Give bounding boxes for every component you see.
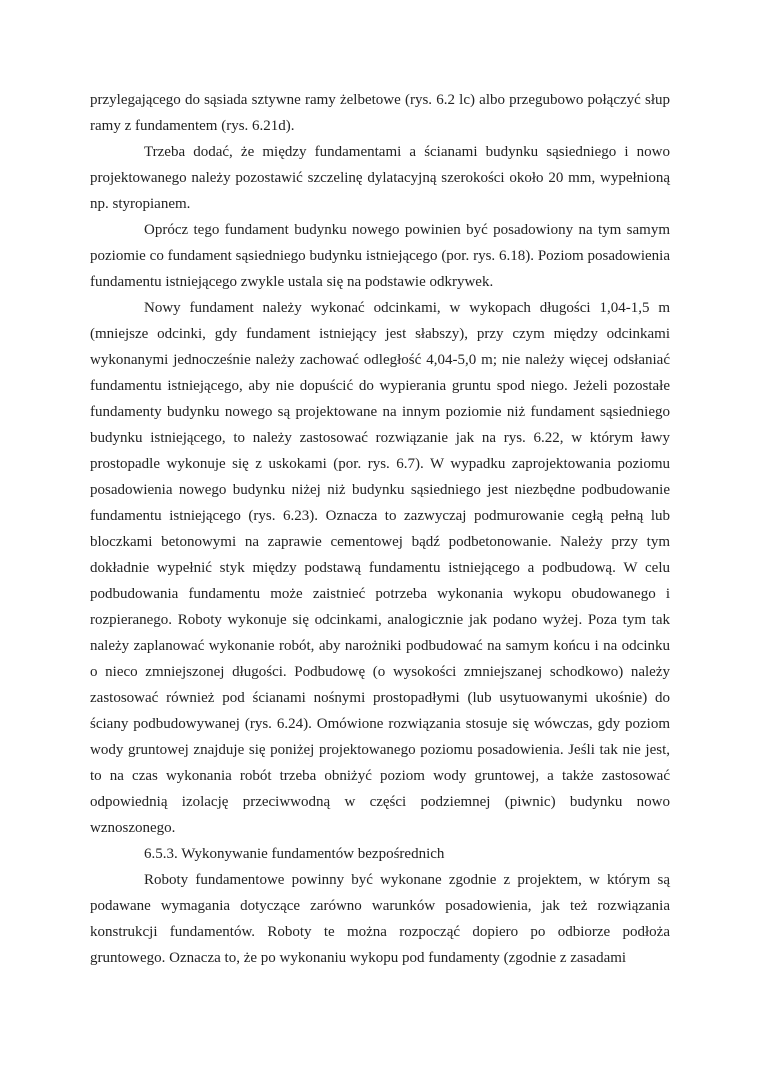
section-heading: 6.5.3. Wykonywanie fundamentów bezpośrednich	[144, 846, 445, 862]
document-page	[90, 87, 670, 971]
paragraph-2: Trzeba dodać, że między fundamentami a ścianami budynku sąsiedniego i nowo projektowanego należy pozostawić szczelinę dylatacyjną szerokości około 20 mm, wypełnioną np. styropianem.	[90, 144, 670, 212]
paragraph-5: Roboty fundamentowe powinny być wykonane zgodnie z projektem, w którym są podawane wymagania dotyczące zarówno warunków posadowienia, jak też rozwiązania konstrukcji fundamentów. Roboty te można rozpocząć dopiero po odbiorze podłoża gruntowego. Oznacza to, że po wykonaniu wykopu pod fundamenty (zgodnie z zasadami	[90, 872, 670, 966]
paragraph-1: przylegającego do sąsiada sztywne ramy żelbetowe (rys. 6.2 lc) albo przegubowo połączyć słup ramy z fundamentem (rys. 6.21d).	[90, 92, 670, 134]
paragraph-3: Oprócz tego fundament budynku nowego powinien być posadowiony na tym samym poziomie co fundament sąsiedniego budynku istniejącego (por. rys. 6.18). Poziom posadowienia fundamentu istniejącego zwykle ustala się na podstawie odkrywek.	[90, 222, 670, 290]
paragraph-4: Nowy fundament należy wykonać odcinkami, w wykopach długości 1,04-1,5 m (mniejsze odcinki, gdy fundament istniejący jest słabszy), przy czym między odcinkami wykonanymi jednocześnie należy zachować odległość 4,04-5,0 m; nie należy więcej odsłaniać fundamentu istniejącego, aby nie dopuścić do wypierania gruntu spod niego. Jeżeli pozostałe fundamenty budynku nowego są projektowane na innym poziomie niż fundament sąsiedniego budynku istniejącego, to należy zastosować rozwiązanie jak na rys. 6.22, w którym ławy prostopadle wykonuje się z uskokami (por. rys. 6.7). W wypadku zaprojektowania poziomu posadowienia nowego budynku niżej niż budynku sąsiedniego jest niezbędne podbudowanie fundamentu istniejącego (rys. 6.23). Oznacza to zazwyczaj podmurowanie cegłą pełną lub bloczkami betonowymi na zaprawie cementowej bądź podbetonowanie. Należy przy tym dokładnie wypełnić styk między podstawą fundamentu istniejącego a podbudową. W celu podbudowania fundamentu może zaistnieć potrzeba wykonania wykopu obudowanego i rozpieranego. Roboty wykonuje się odcinkami, analogicznie jak podano wyżej. Poza tym tak należy zaplanować wykonanie robót, aby narożniki podbudować na samym końcu i na odcinku o nieco zmniejszonej długości. Podbudowę (o wysokości zmniejszanej schodkowo) należy zastosować również pod ścianami nośnymi prostopadłymi (lub usytuowanymi ukośnie) do ściany podbudowywanej (rys. 6.24). Omówione rozwiązania stosuje się wówczas, gdy poziom wody gruntowej znajduje się poniżej projektowanego poziomu posadowienia. Jeśli tak nie jest, to na czas wykonania robót trzeba obniżyć poziom wody gruntowej, a także zastosować odpowiednią izolację przeciwwodną w części podziemnej (piwnic) budynku nowo wznoszonego.	[90, 300, 670, 836]
